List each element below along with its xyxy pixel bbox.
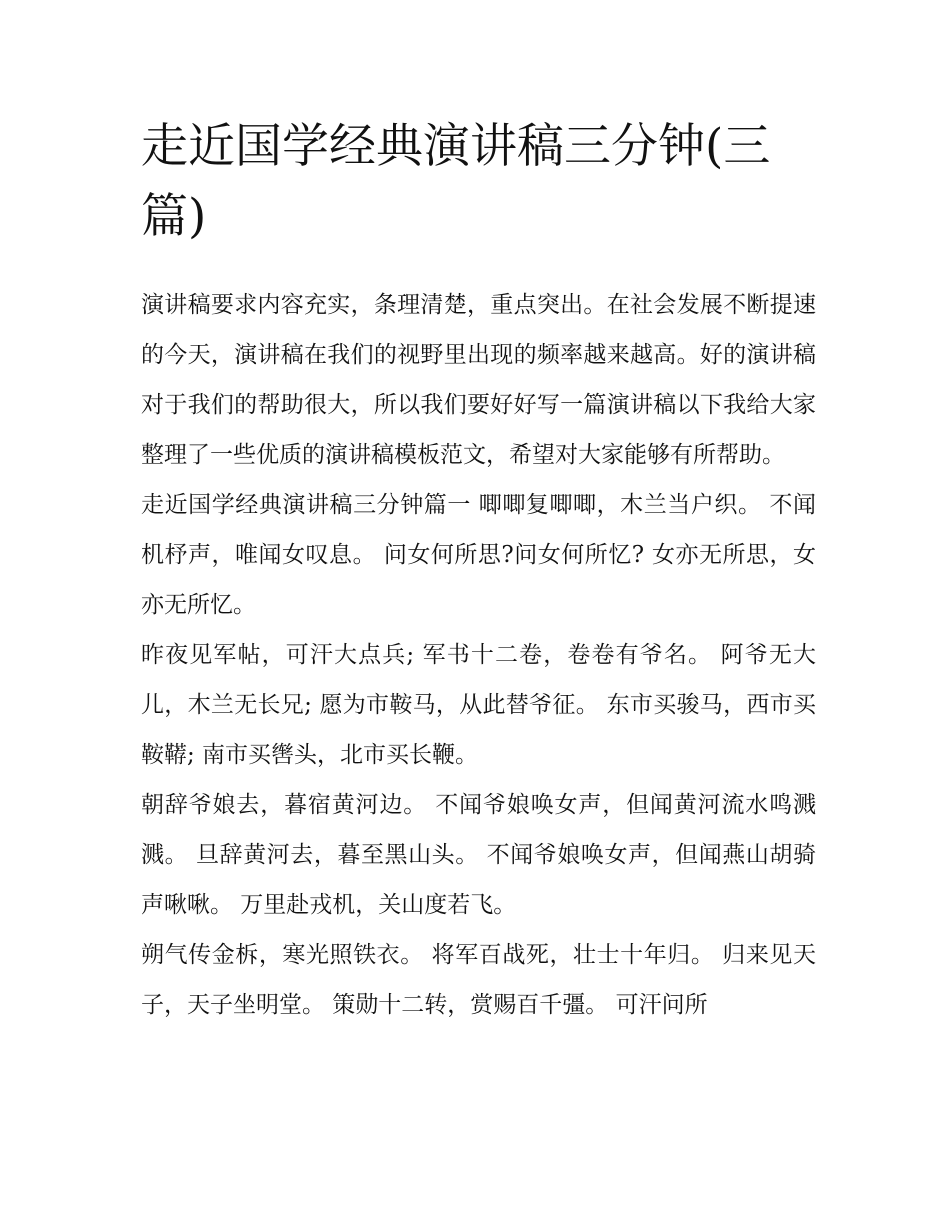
- document-title: 走近国学经典演讲稿三分钟(三篇): [141, 119, 771, 244]
- body-paragraph: 朔气传金柝，寒光照铁衣。 将军百战死，壮士十年归。 归来见天子，天子坐明堂。 策勋十二转，赏赐百千彊。 可汗问所: [141, 942, 816, 1018]
- intro-paragraph: 演讲稿要求内容充实，条理清楚，重点突出。在社会发展不断提速的今天，演讲稿在我们的视野里出现的频率越来越高。好的演讲稿对于我们的帮助很大，所以我们要好好写一篇演讲稿以下我给大家整理了一些优质的演讲稿模板范文，希望对大家能够有所帮助。: [141, 292, 816, 468]
- body-paragraph: 朝辞爷娘去，暮宿黄河边。 不闻爷娘唤女声，但闻黄河流水鸣溅溅。 旦辞黄河去，暮至黑山头。 不闻爷娘唤女声，但闻燕山胡骑声啾啾。 万里赴戎机，关山度若飞。: [141, 792, 816, 918]
- body-paragraph: 昨夜见军帖，可汗大点兵; 军书十二卷，卷卷有爷名。 阿爷无大儿，木兰无长兄; 愿为市鞍马，从此替爷征。 东市买骏马，西市买鞍鞯; 南市买辔头，北市买长鞭。: [141, 642, 816, 768]
- body-paragraph: 走近国学经典演讲稿三分钟篇一 唧唧复唧唧，木兰当户织。 不闻机杼声，唯闻女叹息。 问女何所思?问女何所忆? 女亦无所思，女亦无所忆。: [141, 492, 816, 618]
- document-page: [141, 112, 816, 1030]
